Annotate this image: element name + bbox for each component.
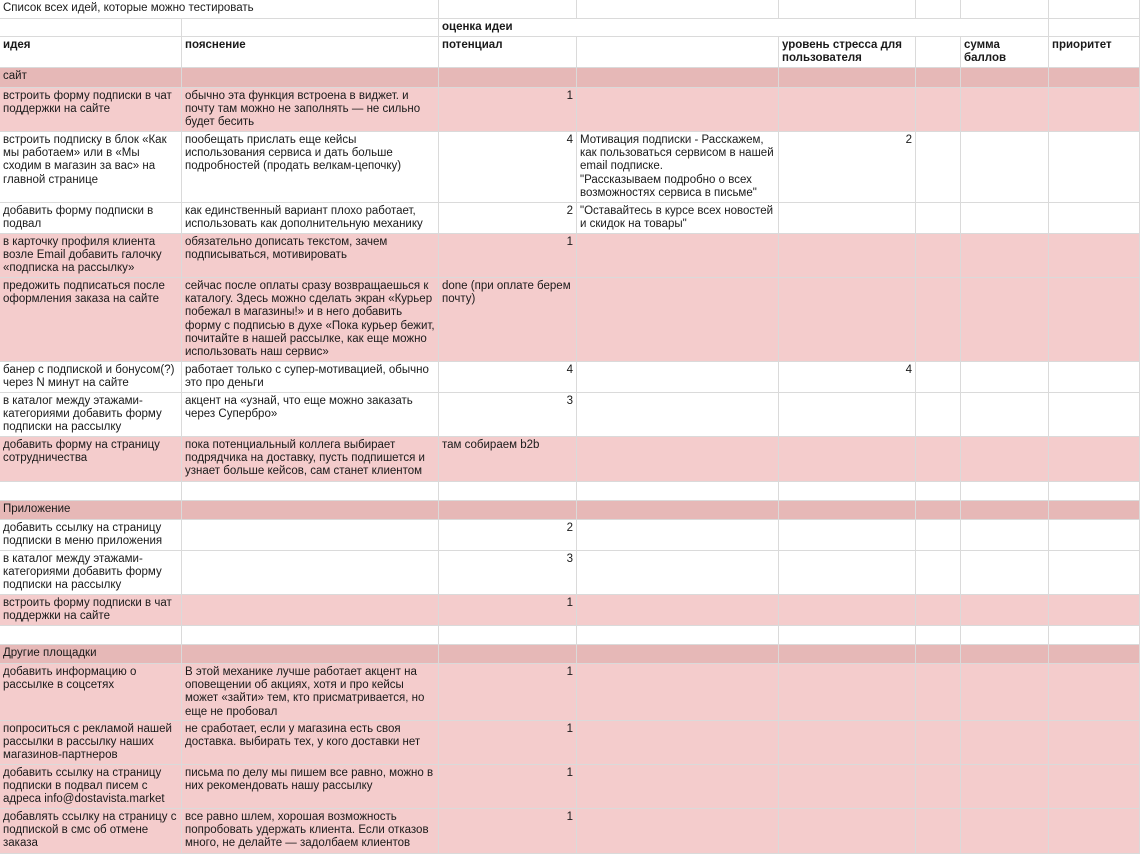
section-header-cell [961, 645, 1049, 664]
section-header-cell [439, 501, 577, 520]
idea-cell[interactable]: добавить ссылку на страницу подписки в меню приложения [0, 520, 182, 551]
idea-cell[interactable]: добавлять ссылку на страницу с подпиской в смс об отмене заказа [0, 809, 182, 854]
col-header-sum: сумма баллов [961, 37, 1049, 68]
empty-cell[interactable] [779, 0, 916, 19]
empty-cell[interactable] [0, 482, 182, 501]
potential-cell[interactable]: 1 [439, 88, 577, 132]
potential-cell[interactable]: 3 [439, 393, 577, 437]
potential-cell[interactable]: там собираем b2b [439, 437, 577, 482]
sum-cell[interactable] [961, 234, 1049, 278]
empty-cell[interactable] [916, 482, 961, 501]
potential-cell[interactable]: 4 [439, 132, 577, 203]
explanation-cell[interactable]: не сработает, если у магазина есть своя доставка. выбирать тех, у кого доставки нет [182, 721, 439, 765]
section-header: сайт [0, 68, 182, 88]
priority-cell[interactable] [1049, 664, 1140, 721]
priority-cell[interactable] [1049, 234, 1140, 278]
idea-cell[interactable]: встроить подписку в блок «Как мы работаем» или в «Мы сходим в магазин за вас» на главной странице [0, 132, 182, 203]
potential-note-cell[interactable] [577, 437, 779, 482]
section-header-cell [1049, 501, 1140, 520]
stress-note-cell[interactable] [916, 520, 961, 551]
section-header-cell [916, 645, 961, 664]
potential-note-cell[interactable]: "Оставайтесь в курсе всех новостей и скидок на товары" [577, 203, 779, 234]
potential-note-cell[interactable] [577, 664, 779, 721]
stress-cell[interactable] [779, 595, 916, 626]
section-header-cell [439, 645, 577, 664]
section-header-cell [961, 501, 1049, 520]
empty-cell[interactable] [577, 482, 779, 501]
priority-cell[interactable] [1049, 765, 1140, 809]
explanation-cell[interactable] [182, 551, 439, 595]
section-header-cell [1049, 68, 1140, 88]
idea-cell[interactable]: банер с подпиской и бонусом(?) через N минут на сайте [0, 362, 182, 393]
col-header-explanation: пояснение [182, 37, 439, 68]
empty-cell[interactable] [916, 0, 961, 19]
stress-cell[interactable] [779, 721, 916, 765]
explanation-cell[interactable]: пока потенциальный коллега выбирает подрядчика на доставку, пусть подпишется и узнает больше кейсов, сам станет клиентом [182, 437, 439, 482]
potential-note-cell[interactable] [577, 721, 779, 765]
idea-cell[interactable]: в каталог между этажами-категориями добавить форму подписки на рассылку [0, 393, 182, 437]
col-header-priority: приоритет [1049, 37, 1140, 68]
idea-cell[interactable]: добавить информацию о рассылке в соцсетях [0, 664, 182, 721]
sum-cell[interactable] [961, 132, 1049, 203]
potential-cell[interactable]: 1 [439, 765, 577, 809]
section-header-cell [779, 645, 916, 664]
empty-cell[interactable] [916, 626, 961, 645]
sum-cell[interactable] [961, 765, 1049, 809]
stress-cell[interactable] [779, 765, 916, 809]
section-header-cell [577, 68, 779, 88]
explanation-cell[interactable]: В этой механике лучше работает акцент на оповещении об акциях, хотя и про кейсы может «зайти» тем, кто присматривается, но еще не пробовал [182, 664, 439, 721]
potential-cell[interactable]: done (при оплате берем почту) [439, 278, 577, 362]
section-header-cell [916, 68, 961, 88]
potential-note-cell[interactable] [577, 520, 779, 551]
idea-cell[interactable]: в каталог между этажами-категориями добавить форму подписки на рассылку [0, 551, 182, 595]
idea-cell[interactable]: встроить форму подписки в чат поддержки на сайте [0, 88, 182, 132]
section-header-cell [779, 68, 916, 88]
sum-cell[interactable] [961, 88, 1049, 132]
section-header-cell [1049, 645, 1140, 664]
priority-cell[interactable] [1049, 393, 1140, 437]
stress-cell[interactable] [779, 234, 916, 278]
col-header-idea: идея [0, 37, 182, 68]
sum-cell[interactable] [961, 393, 1049, 437]
potential-cell[interactable]: 1 [439, 664, 577, 721]
priority-cell[interactable] [1049, 132, 1140, 203]
priority-cell[interactable] [1049, 88, 1140, 132]
explanation-cell[interactable]: пообещать прислать еще кейсы использования сервиса и дать больше подробностей (продать велкам-цепочку) [182, 132, 439, 203]
sum-cell[interactable] [961, 664, 1049, 721]
col-header-potential: потенциал [439, 37, 577, 68]
section-header: Приложение [0, 501, 182, 520]
sheet-title: Список всех идей, которые можно тестировать [0, 0, 439, 19]
idea-cell[interactable]: добавить форму подписки в подвал [0, 203, 182, 234]
empty-cell[interactable] [577, 0, 779, 19]
priority-cell[interactable] [1049, 809, 1140, 854]
stress-cell[interactable] [779, 809, 916, 854]
potential-cell[interactable]: 3 [439, 551, 577, 595]
stress-note-cell[interactable] [916, 664, 961, 721]
section-header-cell [577, 645, 779, 664]
explanation-cell[interactable]: как единственный вариант плохо работает, использовать как дополнительную механику [182, 203, 439, 234]
stress-cell[interactable] [779, 393, 916, 437]
idea-cell[interactable]: добавить ссылку на страницу подписки в подвал писем с адреса info@dostavista.market [0, 765, 182, 809]
stress-cell[interactable] [779, 551, 916, 595]
empty-cell[interactable] [1049, 0, 1140, 19]
potential-note-cell[interactable]: Мотивация подписки - Расскажем, как пользоваться сервисом в нашей email подписке. "Рассказываем подробно о всех возможностях сервиса в письме" [577, 132, 779, 203]
col-header-stress: уровень стресса для пользователя [779, 37, 916, 68]
section-header-cell [182, 68, 439, 88]
stress-note-cell[interactable] [916, 595, 961, 626]
potential-note-cell[interactable] [577, 234, 779, 278]
empty-cell[interactable] [182, 626, 439, 645]
potential-cell[interactable]: 1 [439, 234, 577, 278]
explanation-cell[interactable]: обязательно дописать текстом, зачем подписываться, мотивировать [182, 234, 439, 278]
stress-note-cell[interactable] [916, 203, 961, 234]
potential-cell[interactable]: 4 [439, 362, 577, 393]
priority-cell[interactable] [1049, 437, 1140, 482]
priority-cell[interactable] [1049, 721, 1140, 765]
sum-cell[interactable] [961, 278, 1049, 362]
idea-cell[interactable]: встроить форму подписки в чат поддержки на сайте [0, 595, 182, 626]
idea-cell[interactable]: предожить подписаться после оформления заказа на сайте [0, 278, 182, 362]
potential-cell[interactable]: 1 [439, 721, 577, 765]
empty-cell[interactable] [1049, 626, 1140, 645]
stress-cell[interactable] [779, 437, 916, 482]
potential-note-cell[interactable] [577, 393, 779, 437]
idea-cell[interactable]: в карточку профиля клиента возле Email добавить галочку «подписка на рассылку» [0, 234, 182, 278]
potential-note-cell[interactable] [577, 88, 779, 132]
section-header-cell [182, 645, 439, 664]
stress-note-cell[interactable] [916, 278, 961, 362]
stress-note-cell[interactable] [916, 393, 961, 437]
empty-cell[interactable] [0, 19, 182, 37]
stress-cell[interactable] [779, 520, 916, 551]
section-header: Другие площадки [0, 645, 182, 664]
explanation-cell[interactable]: сейчас после оплаты сразу возвращаешься к каталогу. Здесь можно сделать экран «Курьер побежал в магазины!» и в него добавить форму с подписью в духе «Пока курьер бежит, почитайте в нашей рассылке, как еще можно использовать наш сервис» [182, 278, 439, 362]
sum-cell[interactable] [961, 437, 1049, 482]
col-header-empty [577, 37, 779, 68]
col-header-empty [916, 37, 961, 68]
empty-cell[interactable] [779, 626, 916, 645]
empty-cell[interactable] [182, 19, 439, 37]
stress-note-cell[interactable] [916, 765, 961, 809]
empty-cell[interactable] [439, 482, 577, 501]
explanation-cell[interactable]: акцент на «узнай, что еще можно заказать через Супербро» [182, 393, 439, 437]
potential-note-cell[interactable] [577, 765, 779, 809]
sum-cell[interactable] [961, 551, 1049, 595]
explanation-cell[interactable]: обычно эта функция встроена в виджет. и почту там можно не заполнять — не сильно будет бесить [182, 88, 439, 132]
explanation-cell[interactable] [182, 595, 439, 626]
sum-cell[interactable] [961, 520, 1049, 551]
stress-note-cell[interactable] [916, 132, 961, 203]
potential-cell[interactable]: 1 [439, 595, 577, 626]
stress-cell[interactable] [779, 664, 916, 721]
empty-cell[interactable] [1049, 19, 1140, 37]
empty-cell[interactable] [439, 0, 577, 19]
potential-note-cell[interactable] [577, 809, 779, 854]
sum-cell[interactable] [961, 721, 1049, 765]
stress-note-cell[interactable] [916, 234, 961, 278]
stress-cell[interactable] [779, 278, 916, 362]
empty-cell[interactable] [961, 0, 1049, 19]
potential-cell[interactable]: 2 [439, 520, 577, 551]
stress-note-cell[interactable] [916, 809, 961, 854]
sum-cell[interactable] [961, 809, 1049, 854]
section-header-cell [439, 68, 577, 88]
potential-note-cell[interactable] [577, 551, 779, 595]
potential-note-cell[interactable] [577, 595, 779, 626]
idea-cell[interactable]: добавить форму на страницу сотрудничества [0, 437, 182, 482]
potential-note-cell[interactable] [577, 362, 779, 393]
stress-note-cell[interactable] [916, 88, 961, 132]
empty-cell[interactable] [961, 626, 1049, 645]
section-header-cell [577, 501, 779, 520]
section-header-cell [779, 501, 916, 520]
group-header-idea-score: оценка идеи [439, 19, 1049, 37]
empty-cell[interactable] [779, 482, 916, 501]
explanation-cell[interactable]: работает только с супер-мотивацией, обычно это про деньги [182, 362, 439, 393]
empty-cell[interactable] [182, 482, 439, 501]
explanation-cell[interactable] [182, 520, 439, 551]
sum-cell[interactable] [961, 203, 1049, 234]
stress-note-cell[interactable] [916, 551, 961, 595]
section-header-cell [916, 501, 961, 520]
section-header-cell [182, 501, 439, 520]
priority-cell[interactable] [1049, 551, 1140, 595]
stress-note-cell[interactable] [916, 721, 961, 765]
priority-cell[interactable] [1049, 362, 1140, 393]
priority-cell[interactable] [1049, 203, 1140, 234]
stress-cell[interactable]: 2 [779, 132, 916, 203]
priority-cell[interactable] [1049, 595, 1140, 626]
empty-cell[interactable] [1049, 482, 1140, 501]
priority-cell[interactable] [1049, 278, 1140, 362]
stress-note-cell[interactable] [916, 437, 961, 482]
idea-cell[interactable]: попроситься с рекламой нашей рассылки в рассылку наших магазинов-партнеров [0, 721, 182, 765]
empty-cell[interactable] [439, 626, 577, 645]
explanation-cell[interactable]: все равно шлем, хорошая возможность попробовать удержать клиента. Если отказов много, не делайте — задолбаем клиентов [182, 809, 439, 854]
priority-cell[interactable] [1049, 520, 1140, 551]
potential-cell[interactable]: 1 [439, 809, 577, 854]
potential-note-cell[interactable] [577, 278, 779, 362]
stress-note-cell[interactable] [916, 362, 961, 393]
empty-cell[interactable] [577, 626, 779, 645]
empty-cell[interactable] [961, 482, 1049, 501]
stress-cell[interactable] [779, 203, 916, 234]
stress-cell[interactable]: 4 [779, 362, 916, 393]
stress-cell[interactable] [779, 88, 916, 132]
empty-cell[interactable] [0, 626, 182, 645]
sum-cell[interactable] [961, 595, 1049, 626]
explanation-cell[interactable]: письма по делу мы пишем все равно, можно в них рекомендовать нашу рассылку [182, 765, 439, 809]
potential-cell[interactable]: 2 [439, 203, 577, 234]
section-header-cell [961, 68, 1049, 88]
sum-cell[interactable] [961, 362, 1049, 393]
